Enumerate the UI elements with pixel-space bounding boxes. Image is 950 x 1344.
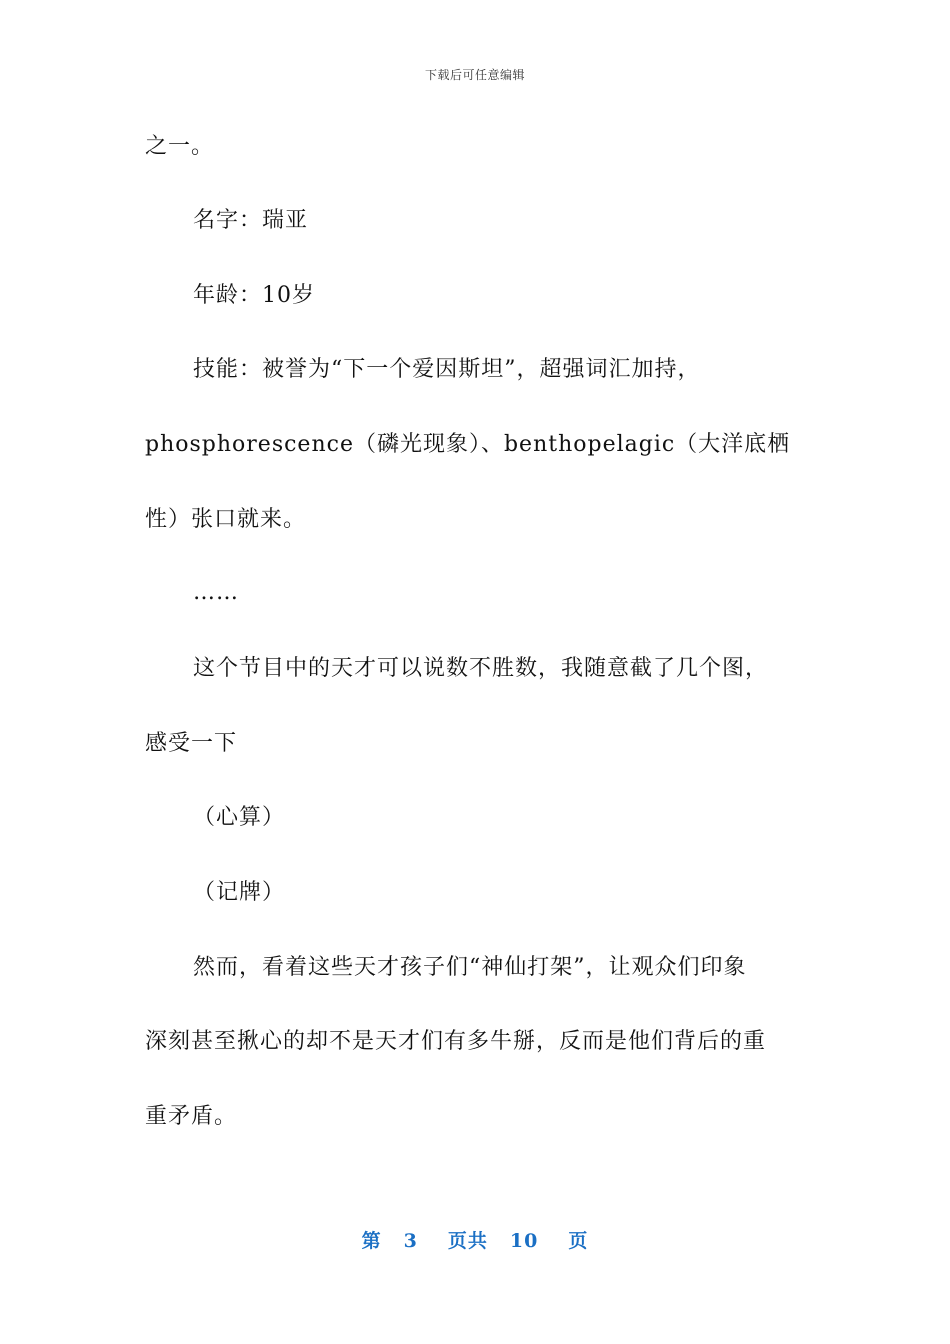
paragraph-line: 感受一下 [145,731,238,756]
page-mid: 页共 [447,1230,488,1252]
paragraph-line: 之一。 [145,134,215,159]
paragraph-line: 性）张口就来。 [145,507,307,532]
current-page-number: 3 [403,1230,418,1252]
paragraph-age: 年龄：10岁 [193,283,315,308]
paragraph-ellipsis: …… [193,580,239,605]
page-number-footer [0,1226,950,1253]
paragraph-skill: 技能：被誉为“下一个爱因斯坦”，超强词汇加持， [193,357,701,382]
paragraph-line: phosphorescence（磷光现象）、benthopelagic（大洋底栖 [145,432,791,457]
paragraph-line: 然而，看着这些天才孩子们“神仙打架”，让观众们印象 [193,955,747,980]
image-caption-card-memory: （记牌） [193,880,286,905]
paragraph-name: 名字：瑞亚 [193,208,309,233]
page-prefix: 第 [361,1230,382,1252]
total-pages-number: 10 [509,1230,539,1252]
page-header-note: 下载后可任意编辑 [424,68,525,82]
paragraph-line: 这个节目中的天才可以说数不胜数，我随意截了几个图， [193,656,769,681]
paragraph-line: 重矛盾。 [145,1104,238,1129]
image-caption-mental-math: （心算） [193,805,286,830]
page-suffix: 页 [568,1230,589,1252]
paragraph-line: 深刻甚至揪心的却不是天才们有多牛掰，反而是他们背后的重 [145,1029,767,1054]
